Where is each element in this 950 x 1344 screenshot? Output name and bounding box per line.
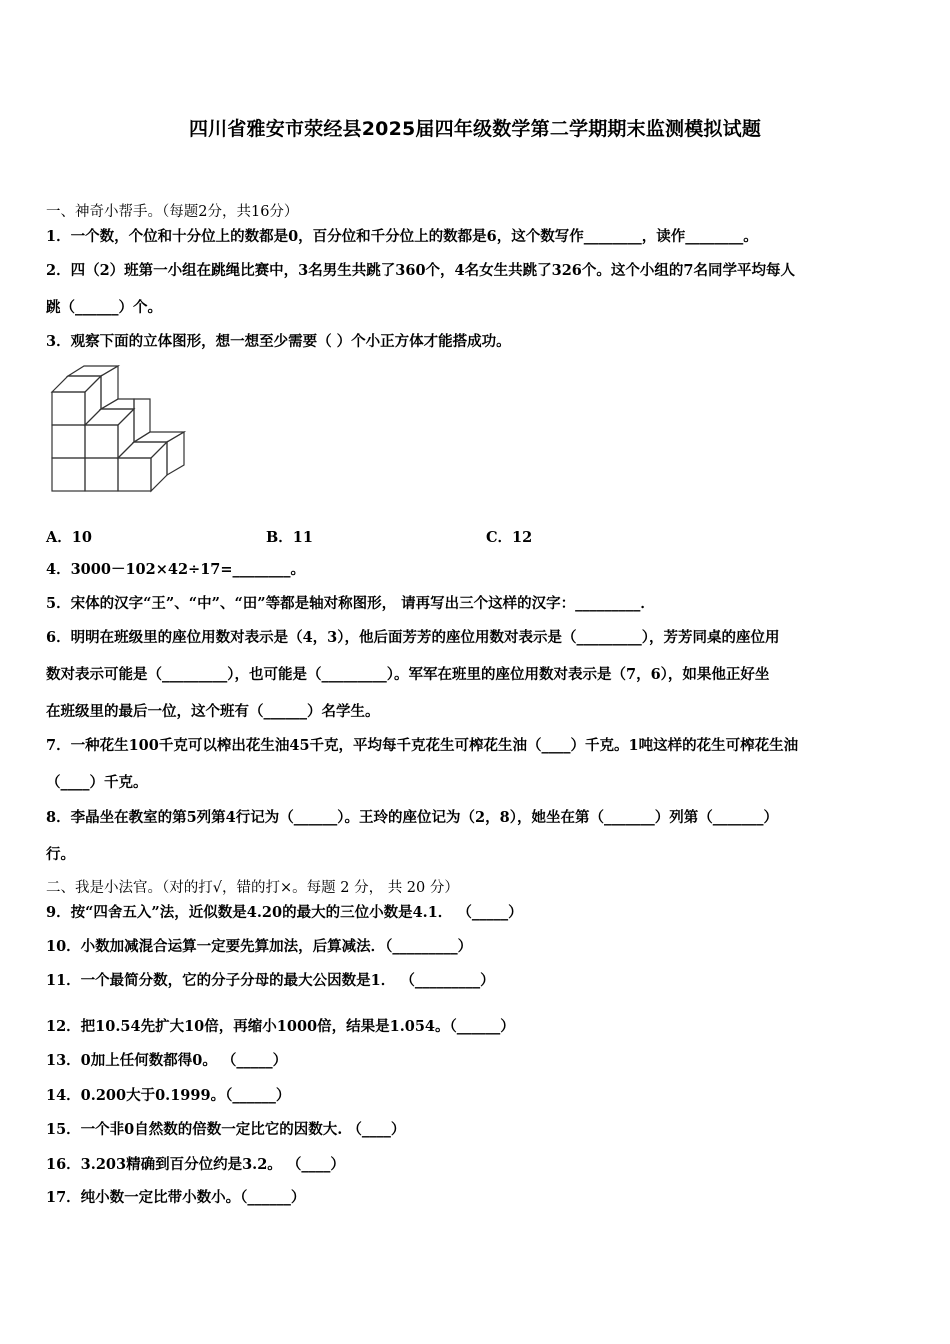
question-6-line-3: 在班级里的最后一位，这个班有（______）名学生。 — [46, 703, 380, 720]
option-b: B．11 — [266, 529, 313, 546]
question-8-line-1: 8．李晶坐在教室的第5列第4行记为（______）。王玲的座位记为（2，8），她坐在第（_______）列第（_______） — [46, 809, 778, 826]
page-title: 四川省雅安市荥经县2025届四年级数学第二学期期末监测模拟试题 — [188, 118, 762, 140]
option-a: A．10 — [46, 529, 92, 546]
option-c: C．12 — [486, 529, 533, 546]
question-1: 1．一个数，个位和十分位上的数都是0，百分位和千分位上的数都是6，这个数写作________，读作________。 — [46, 228, 758, 245]
question-9: 9．按“四舍五入”法，近似数是4.20的最大的三位小数是4.1． （_____） — [46, 904, 523, 921]
question-16: 16．3.203精确到百分位约是3.2。 （____） — [46, 1156, 345, 1173]
question-13: 13．0加上任何数都得0。 （_____） — [46, 1052, 288, 1069]
question-3: 3．观察下面的立体图形，想一想至少需要（ ）个小正方体才能搭成功。 — [46, 333, 511, 350]
question-11: 11．一个最简分数，它的分子分母的最大公因数是1． （_________） — [46, 972, 495, 989]
question-10: 10．小数加减混合运算一定要先算加法，后算减法．（_________） — [46, 938, 473, 955]
question-14: 14．0.200大于0.1999。（______） — [46, 1087, 291, 1104]
question-15: 15．一个非0自然数的倍数一定比它的因数大. （____） — [46, 1121, 406, 1138]
question-8-line-2: 行。 — [46, 846, 75, 863]
question-4: 4．3000－102×42÷17=________。 — [46, 561, 306, 578]
section-heading-2: 二、我是小法官。（对的打√，错的打×。每题 2 分， 共 20 分） — [46, 880, 459, 896]
question-6-line-1: 6．明明在班级里的座位用数对表示是（4，3），他后面芳芳的座位用数对表示是（_________），芳芳同桌的座位用 — [46, 629, 780, 646]
question-17: 17．纯小数一定比带小数小。（______） — [46, 1189, 306, 1206]
question-5: 5．宋体的汉字“王”、“中”、“田”等都是轴对称图形， 请再写出三个这样的汉字：_________． — [46, 595, 655, 612]
question-2-line-2: 跳（______）个。 — [46, 299, 162, 316]
stacked-cubes-figure — [46, 360, 196, 500]
question-7-line-2: （____）千克。 — [46, 774, 148, 791]
section-heading-1: 一、神奇小帮手。（每题2分，共16分） — [46, 204, 299, 220]
question-7-line-1: 7．一种花生100千克可以榨出花生油45千克，平均每千克花生可榨花生油（____）千克。1吨这样的花生可榨花生油 — [46, 737, 799, 754]
question-2-line-1: 2．四（2）班第一小组在跳绳比赛中，3名男生共跳了360个，4名女生共跳了326个。这个小组的7名同学平均每人 — [46, 262, 795, 279]
question-12: 12．把10.54先扩大10倍，再缩小1000倍，结果是1.054。（______） — [46, 1018, 515, 1035]
question-6-line-2: 数对表示可能是（_________），也可能是（_________）。军军在班里的座位用数对表示是（7，6），如果他正好坐 — [46, 666, 770, 683]
